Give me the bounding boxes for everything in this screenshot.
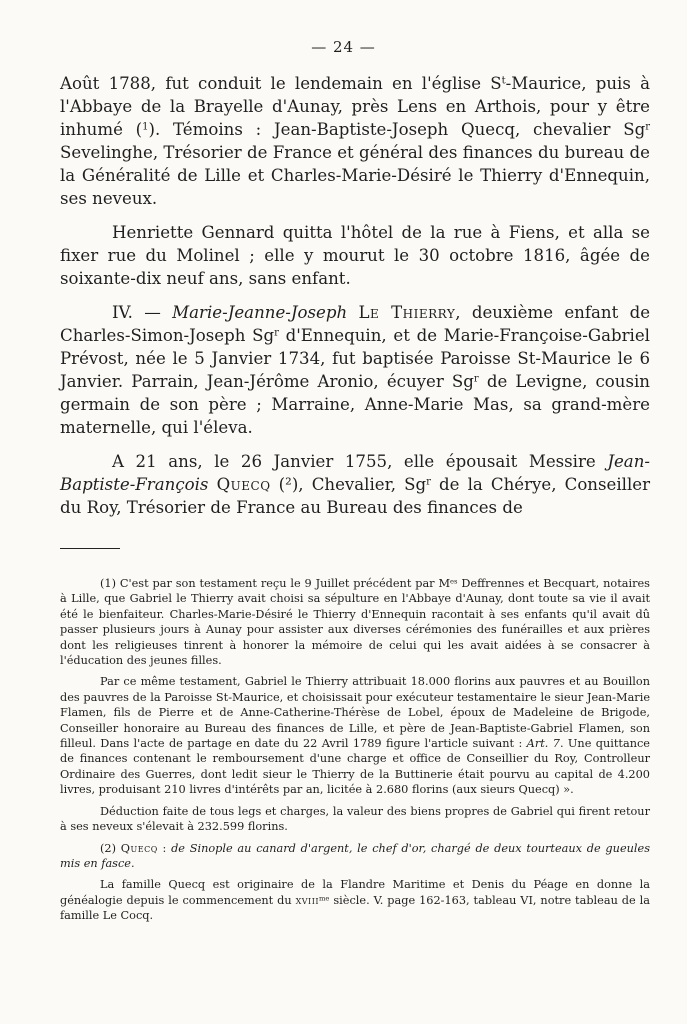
paragraph-burial: Août 1788, fut conduit le lendemain en l'église $S^t$-Maurice, puis à l'Abbaye de la Brayelle d'Aunay, près Lens en Arthois, pour y être inhumé ($^1$). Témoins : Jean-Baptiste-Joseph Quecq, chevalier Sg$^r$ Sevelinghe, Trésorier de France et général des finances du bureau de la Généralité de Lille et Charles-Marie-Désiré le Thierry d'Ennequin, ses neveux. [60,74,651,208]
paragraph-henriette: Henriette Gennard quitta l'hôtel de la rue à Fiens, et alla se fixer rue du Molinel ; elle y mourut le 30 octobre 1816, âgée de soixante-dix neuf ans, sans enfant. [60,223,650,288]
footnote-divider [60,548,120,549]
surname: Le Thierry [358,303,456,322]
footnote-ref-2: (²) [270,475,299,494]
person-name: Jean-Baptiste-François [60,452,650,494]
page-number: — 24 — [311,38,376,56]
footnotes [60,576,650,930]
footnote-2-family: La famille Quecq est originaire de la Flandre Maritime et Denis du Péage en donne la généalogie depuis le commencement du xviii$^{me}$ siècle. V. page 162-163, tableau VI, notre tableau de la famille Le Cocq. [60,878,650,923]
footnote-1: (1) C'est par son testament reçu le 9 Juillet précédent par $M^{es}$ Deffrennes et Becquart, notaires à Lille, que Gabriel le Thierry avait choisi sa sépulture en l'Abbaye d'Aunay, dont toute sa vie il avait été le bienfaiteur. Charles-Marie-Désiré le Thierry d'Ennequin racontait à ses enfants qu'il avait dû passer plusieurs jours à Aunay pour assister aux diverses cérémonies des funérailles et aux prières dont les religieuses tinrent à honorer la mémoire de celui qui les avait aidées à se consacrer à l'éducation des jeunes filles. [60,577,650,668]
footnote-2: (2) Quecq : de Sinople au canard d'argent, le chef d'or, chargé de deux tourteaux de gueules mis en fasce. [60,841,650,870]
footnote-1-total: Déduction faite de tous legs et charges, la valeur des biens propres de Gabriel qui firent retour à ses neveux s'élevait à 232.599 florins. [60,804,650,834]
surname: Quecq [216,475,271,494]
person-name: Marie-Jeanne-Joseph [172,303,348,322]
paragraph-marriage: A 21 ans, le 26 Janvier 1755, elle épousait Messire Jean-Baptiste-François Quecq (²), Chevalier, Sg$^r$ de la Chérye, Conseiller du Roy, Trésorier de France au Bureau des finances de [60,452,651,517]
main-text [60,72,650,519]
footnote-1-testament: Par ce même testament, Gabriel le Thierry attribuait 18.000 florins aux pauvres et au Bouillon des pauvres de la Paroisse St-Maurice, et choisissait pour exécuteur testamentaire le sieur Jean-Marie Flamen, fils de Pierre et de Anne-Catherine-Thérèse de Lobel, époux de Madeleine de Brigode, Conseiller honoraire au Bureau des finances de Lille, et père de Jean-Baptiste-Gabriel Flamen, son filleul. Dans l'acte de partage en date du 22 Avril 1789 figure l'article suivant : Art. 7. Une quittance de finances contenant le remboursement d'une charge et office de Conseillier du Roy, Controlleur Ordinaire des Guerres, dont ledit sieur le Thierry de la Buttinerie était pourvu au capital de 4.200 livres, produisant 210 livres d'intérêts par an, licitée à 2.680 florins (aux sieurs Quecq) ». [60,675,650,797]
footnote-ref-1: 1 [142,121,149,133]
paragraph-marie-jeanne: IV. — Marie-Jeanne-Joseph Le Thierry, deuxième enfant de Charles-Simon-Joseph Sg$^r$ d'Ennequin, et de Marie-Françoise-Gabriel Prévost, née le 5 Janvier 1734, fut baptisée Paroisse St-Maurice le 6 Janvier. Parrain, Jean-Jérôme Aronio, écuyer Sg$^r$ de Levigne, cousin germain de son père ; Marraine, Anne-Marie Mas, sa grand-mère maternelle, qui l'éleva. [60,303,651,437]
